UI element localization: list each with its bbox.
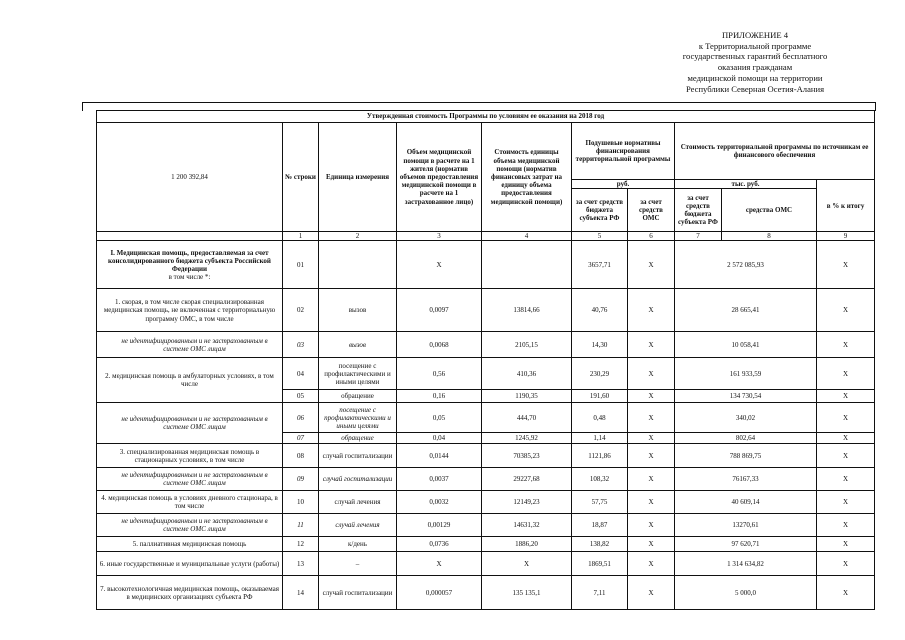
row-volume: 0,56	[397, 358, 482, 390]
row-unit: случай лечения	[319, 491, 397, 514]
row-oms: Х	[628, 241, 675, 289]
header-oms: за счет средств ОМС	[628, 189, 675, 232]
row-budget-rf-total: 1 314 634,82	[675, 552, 817, 576]
row-unit: обращение	[319, 390, 397, 403]
row-no: 14	[283, 576, 319, 610]
row-oms-total: Х	[817, 433, 875, 444]
row-name: не идентифицированным и не застрахованным в системе ОМС лицам	[97, 332, 283, 358]
row-no: 08	[283, 444, 319, 468]
table-row	[97, 332, 875, 358]
row-no: 12	[283, 537, 319, 552]
row-unit: обращение	[319, 433, 397, 444]
row-oms: Х	[628, 289, 675, 332]
row-unit: посещение с профилактическими и иными целями	[319, 358, 397, 390]
row-budget-rf-total: 788 869,75	[675, 444, 817, 468]
row-oms: Х	[628, 514, 675, 537]
row-volume: 0,0097	[397, 289, 482, 332]
row-no: 02	[283, 289, 319, 332]
row-name: не идентифицированным и не застрахованным в системе ОМС лицам	[97, 468, 283, 491]
table-row	[97, 537, 875, 552]
row-unit-cost: 14631,32	[482, 514, 572, 537]
table-row	[97, 514, 875, 537]
row-name: 5. паллиативная медицинская помощь	[97, 537, 283, 552]
row-unit-cost: 2105,15	[482, 332, 572, 358]
row-oms: Х	[628, 576, 675, 610]
row-unit-cost	[482, 241, 572, 289]
row-name: 2. медицинская помощь в амбулаторных условиях, в том числе	[97, 358, 283, 403]
row-budget-rf: 40,76	[572, 289, 628, 332]
row-budget-rf: 57,75	[572, 491, 628, 514]
row-oms: Х	[628, 468, 675, 491]
row-budget-rf: 14,30	[572, 332, 628, 358]
row-name: 1. скорая, в том числе скорая специализированная медицинская помощь, не включенная с территориальную программу ОМС, в том числе	[97, 289, 283, 332]
row-oms: Х	[628, 491, 675, 514]
row-no: 05	[283, 390, 319, 403]
table-row	[97, 576, 875, 610]
row-budget-rf-total: 134 730,54	[675, 390, 817, 403]
row-oms-total: Х	[817, 332, 875, 358]
row-volume: Х	[397, 552, 482, 576]
row-oms: Х	[628, 552, 675, 576]
table-title: Утвержденная стоимость Программы по условиям ее оказания на 2018 год	[97, 111, 875, 123]
row-name: не идентифицированным и не застрахованным в системе ОМС лицам	[97, 403, 283, 444]
row-no: 09	[283, 468, 319, 491]
row-no: 01	[283, 241, 319, 289]
row-budget-rf: 0,48	[572, 403, 628, 433]
row-subnote: в том числе *:	[168, 273, 211, 282]
row-volume: 0,0032	[397, 491, 482, 514]
row-budget-rf-total: 2 572 085,93	[675, 241, 817, 289]
row-unit: случай лечения	[319, 514, 397, 537]
col-number: 1	[283, 232, 319, 241]
row-budget-rf-total: 97 620,71	[675, 537, 817, 552]
row-oms-total: Х	[817, 514, 875, 537]
row-unit: вызов	[319, 289, 397, 332]
row-unit: случай госпитализации	[319, 444, 397, 468]
row-unit: случай госпитализации	[319, 576, 397, 610]
row-volume: 0,000057	[397, 576, 482, 610]
row-budget-rf: 1121,86	[572, 444, 628, 468]
row-name: 3. специализированная медицинская помощь в стационарных условиях, в том числе	[97, 444, 283, 468]
row-budget-rf: 1869,51	[572, 552, 628, 576]
row-unit-cost: Х	[482, 552, 572, 576]
row-name-cell	[97, 241, 283, 289]
row-volume: 0,0037	[397, 468, 482, 491]
header-row-no: № строки	[283, 123, 319, 232]
appendix-line: ПРИЛОЖЕНИЕ 4	[721, 30, 789, 40]
table-row	[97, 468, 875, 491]
appendix-line: государственных гарантий бесплатного	[682, 51, 828, 62]
row-no: 06	[283, 403, 319, 433]
row-unit-cost: 135 135,1	[482, 576, 572, 610]
row-budget-rf: 138,82	[572, 537, 628, 552]
row-unit	[319, 241, 397, 289]
row-unit: к/день	[319, 537, 397, 552]
table-row	[97, 241, 875, 289]
row-budget-rf-total: 76167,33	[675, 468, 817, 491]
row-unit-cost: 12149,23	[482, 491, 572, 514]
row-volume: Х	[397, 241, 482, 289]
row-name: не идентифицированным и не застрахованным в системе ОМС лицам	[97, 514, 283, 537]
row-no: 03	[283, 332, 319, 358]
header-unit: Единица измерения	[319, 123, 397, 232]
row-budget-rf: 7,11	[572, 576, 628, 610]
row-budget-rf-total: 40 609,14	[675, 491, 817, 514]
row-name: I. Медицинская помощь, предоставляемая за счет консолидированного бюджета субъекта Российской Федерации	[108, 248, 271, 273]
row-no: 13	[283, 552, 319, 576]
col-number: 8	[722, 232, 817, 241]
row-name: 4. медицинская помощь в условиях дневного стационара, в том числе	[97, 491, 283, 514]
row-unit-cost: 70385,23	[482, 444, 572, 468]
row-oms-total: Х	[817, 390, 875, 403]
row-unit: случай госпитализации	[319, 468, 397, 491]
row-no: 10	[283, 491, 319, 514]
row-budget-rf: 108,32	[572, 468, 628, 491]
table-row	[97, 491, 875, 514]
row-no: 04	[283, 358, 319, 390]
header-oms-2: средства ОМС	[722, 189, 817, 232]
row-budget-rf-total: 340,02	[675, 403, 817, 433]
appendix-line: к Территориальной программе	[698, 40, 812, 51]
header-thous-rub: тыс. руб.	[675, 180, 817, 189]
row-budget-rf-total: 5 000,0	[675, 576, 817, 610]
row-budget-rf-total: 28 665,41	[675, 289, 817, 332]
row-budget-rf: 191,60	[572, 390, 628, 403]
table-row	[97, 552, 875, 576]
header-rub: руб.	[572, 180, 675, 189]
row-oms: Х	[628, 332, 675, 358]
row-volume: 0,00129	[397, 514, 482, 537]
row-name: 6. иные государственные и муниципальные услуги (работы)	[97, 552, 283, 576]
row-budget-rf: 18,87	[572, 514, 628, 537]
row-oms-total: Х	[817, 576, 875, 610]
row-volume: 0,04	[397, 433, 482, 444]
table-row	[97, 358, 875, 390]
header-volume: Объем медицинской помощи в расчете на 1 жителя (норматив объемов предоставления медицинской помощи в расчете на 1 застрахованное лицо)	[397, 123, 482, 232]
col-number: 6	[628, 232, 675, 241]
row-oms: Х	[628, 433, 675, 444]
row-oms-total: Х	[817, 241, 875, 289]
row-budget-rf-total: 13270,61	[675, 514, 817, 537]
row-unit: вызов	[319, 332, 397, 358]
row-no: 07	[283, 433, 319, 444]
row-no: 11	[283, 514, 319, 537]
row-volume: 0,05	[397, 403, 482, 433]
row-oms-total: Х	[817, 537, 875, 552]
header-budget-rf-2: за счет средств бюджета субъекта РФ	[675, 189, 722, 232]
row-oms-total: Х	[817, 403, 875, 433]
row-name: 7. высокотехнологичная медицинская помощь, оказываемая в медицинских организациях субъекта РФ	[97, 576, 283, 610]
row-unit-cost: 410,36	[482, 358, 572, 390]
header-per-capita: Подушевые нормативы финансирования территориальной программы	[572, 123, 675, 180]
col-number: 9	[817, 232, 875, 241]
corner-value: 1 200 392,84	[97, 123, 283, 232]
row-volume: 0,0736	[397, 537, 482, 552]
row-oms: Х	[628, 390, 675, 403]
row-unit-cost: 13814,66	[482, 289, 572, 332]
col-number: 2	[319, 232, 397, 241]
appendix-header	[640, 30, 870, 94]
row-oms: Х	[628, 444, 675, 468]
col-number: 4	[482, 232, 572, 241]
appendix-line: оказания гражданам	[717, 62, 793, 73]
table-row	[97, 403, 875, 433]
row-oms-total: Х	[817, 468, 875, 491]
row-oms-total: Х	[817, 552, 875, 576]
header-percent: в % к итогу	[817, 180, 875, 232]
row-oms-total: Х	[817, 444, 875, 468]
appendix-line: Республики Северная Осетия-Алания	[685, 83, 825, 94]
appendix-line: медицинской помощи на территории	[687, 72, 823, 83]
row-volume: 0,0068	[397, 332, 482, 358]
row-unit-cost: 1190,35	[482, 390, 572, 403]
row-oms: Х	[628, 537, 675, 552]
row-unit: посещение с профилактическими и иными целями	[319, 403, 397, 433]
row-volume: 0,0144	[397, 444, 482, 468]
header-unit-cost: Стоимость единицы объема медицинской помощи (норматив финансовых затрат на единицу объема предоставления медицинской помощи)	[482, 123, 572, 232]
col-number	[97, 232, 283, 241]
row-budget-rf-total: 802,64	[675, 433, 817, 444]
table-row	[97, 289, 875, 332]
row-volume: 0,16	[397, 390, 482, 403]
col-number: 5	[572, 232, 628, 241]
row-budget-rf-total: 161 933,59	[675, 358, 817, 390]
row-budget-rf: 1,14	[572, 433, 628, 444]
header-total-cost: Стоимость территориальной программы по источникам ее финансового обеспечения	[675, 123, 875, 180]
table-row	[97, 444, 875, 468]
header-budget-rf: за счет средств бюджета субъекта РФ	[572, 189, 628, 232]
row-budget-rf: 230,29	[572, 358, 628, 390]
row-unit: –	[319, 552, 397, 576]
row-oms-total: Х	[817, 491, 875, 514]
row-oms-total: Х	[817, 289, 875, 332]
row-oms-total: Х	[817, 358, 875, 390]
row-unit-cost: 1886,20	[482, 537, 572, 552]
row-unit-cost: 29227,68	[482, 468, 572, 491]
row-oms: Х	[628, 358, 675, 390]
row-unit-cost: 1245,92	[482, 433, 572, 444]
col-number: 3	[397, 232, 482, 241]
row-unit-cost: 444,70	[482, 403, 572, 433]
row-budget-rf-total: 10 058,41	[675, 332, 817, 358]
col-number: 7	[675, 232, 722, 241]
cost-table	[96, 110, 875, 610]
row-budget-rf: 3657,71	[572, 241, 628, 289]
row-oms: Х	[628, 403, 675, 433]
